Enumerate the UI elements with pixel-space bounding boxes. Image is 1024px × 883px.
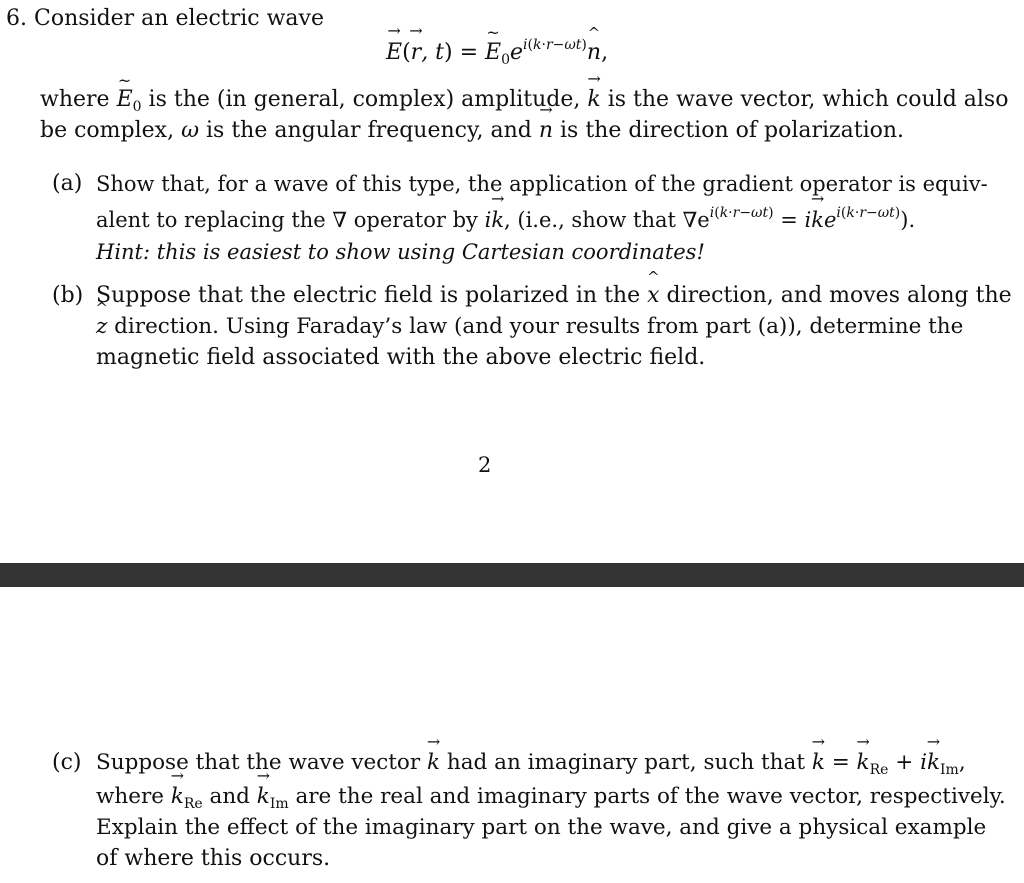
problem-heading: [6, 5, 324, 33]
part-a-label: (a): [52, 171, 83, 196]
part-c-line-4: of where this occurs.: [96, 846, 331, 871]
part-c-label: (c): [52, 750, 82, 775]
part-a-line-2: alent to replacing the ∇ operator by i→ k, (i.e., show that $\nabla e^{i(k\cdot r-\omega t)} = i\to ke^{i(k\cdot r-\omega t)}$).: [96, 206, 915, 234]
problem-intro: Consider an electric wave: [34, 6, 324, 31]
page-lower: [0, 587, 1024, 883]
part-b-line-3: magnetic field associated with the above electric field.: [96, 345, 706, 370]
part-c-line-1: Suppose that the wave vector → k had an imaginary part, such that → k = → $k_{Re} + i\to k_{Im}$,: [96, 749, 966, 777]
part-a-hint: Hint: this is easiest to show using Cartesian coordinates!: [96, 240, 705, 264]
part-c-line-2: where → $k_{Re}$ and → $k_{Im}$ are the real and imaginary parts of the wave vector, respectively.: [96, 783, 1006, 811]
part-c-line-3: Explain the effect of the imaginary part on the wave, and give a physical example: [96, 815, 987, 840]
page-separator: [0, 563, 1024, 587]
where-line-1: where ~ $E_0$ is the (in general, complex) amplitude, → k is the wave vector, which could also: [40, 86, 1008, 114]
part-b-line-1: Suppose that the electric field is polarized in the ^ x direction, and moves along the: [96, 282, 1012, 310]
part-a-line-1: Show that, for a wave of this type, the application of the gradient operator is equiv-: [96, 172, 988, 196]
wave-equation: → E(→ r, t) = ~ $E_0e^{i(k\cdot r-\omega t)}\^{}$ n,: [386, 38, 608, 68]
part-b-line-2: ^ z direction. Using Faraday’s law (and your results from part (a)), determine the: [96, 313, 963, 341]
page-number: 2: [478, 453, 492, 477]
problem-number: 6.: [6, 6, 27, 31]
where-line-2: be complex, ω is the angular frequency, and → n is the direction of polarization.: [40, 117, 904, 145]
part-b-label: (b): [52, 283, 84, 308]
